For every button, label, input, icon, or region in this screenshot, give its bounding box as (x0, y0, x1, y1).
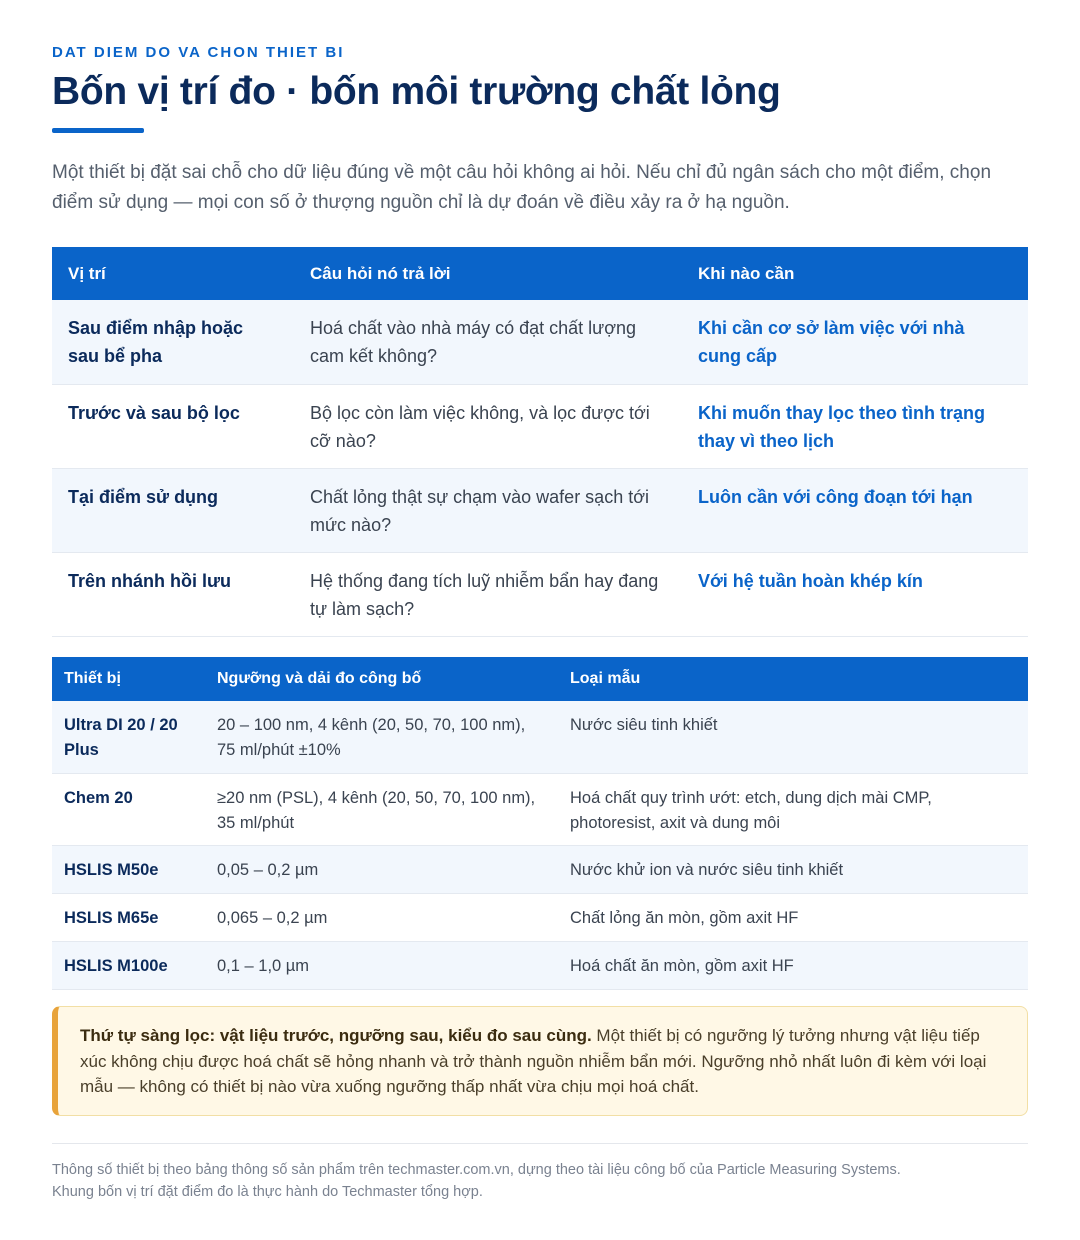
locations-table-header (52, 247, 1028, 300)
sample-cell: Hoá chất quy trình ướt: etch, dung dịch mài CMP, photoresist, axit và dung môi (558, 773, 1028, 845)
when-cell: Khi cần cơ sở làm việc với nhà cung cấp (682, 300, 1028, 384)
table-row (52, 941, 1028, 989)
table-row (52, 773, 1028, 845)
devices-table (52, 657, 1028, 990)
eyebrow-label: DAT DIEM DO VA CHON THIET BI (52, 44, 345, 61)
question-cell: Hệ thống đang tích luỹ nhiễm bẩn hay đang tự làm sạch? (294, 552, 682, 636)
device-cell: Ultra DI 20 / 20 Plus (52, 701, 205, 773)
sample-cell: Chất lỏng ăn mòn, gồm axit HF (558, 893, 1028, 941)
header-sample: Loại mẫu (558, 657, 1028, 701)
sample-cell: Nước khử ion và nước siêu tinh khiết (558, 845, 1028, 893)
title-underline (52, 128, 144, 133)
location-cell: Trước và sau bộ lọc (52, 384, 294, 468)
callout-body: Một thiết bị có ngưỡng lý tưởng nhưng vật liệu tiếp xúc không chịu được hoá chất sẽ hỏng nhanh và trở thành nguồn nhiễm bẩn mới. Ngưỡng nhỏ nhất luôn đi kèm với loại mẫu — không có thiết bị nào vừa xuống ngưỡng thấp nhất vừa chịu mọi hoá chất. (80, 1026, 987, 1096)
device-cell: HSLIS M65e (52, 893, 205, 941)
question-cell: Chất lỏng thật sự chạm vào wafer sạch tới mức nào? (294, 468, 682, 552)
table-row (52, 701, 1028, 773)
location-cell: Tại điểm sử dụng (52, 468, 294, 552)
header-device: Thiết bị (52, 657, 205, 701)
question-cell: Hoá chất vào nhà máy có đạt chất lượng cam kết không? (294, 300, 682, 384)
table-row (52, 468, 1028, 552)
callout-lead: Thứ tự sàng lọc: vật liệu trước, ngưỡng sau, kiểu đo sau cùng. (80, 1026, 592, 1045)
devices-table-header (52, 657, 1028, 701)
location-cell: Trên nhánh hồi lưu (52, 552, 294, 636)
range-cell: 20 – 100 nm, 4 kênh (20, 50, 70, 100 nm), 75 ml/phút ±10% (205, 701, 558, 773)
sample-cell: Hoá chất ăn mòn, gồm axit HF (558, 941, 1028, 989)
device-cell: Chem 20 (52, 773, 205, 845)
table-row (52, 893, 1028, 941)
location-cell: Sau điểm nhập hoặc sau bể pha (52, 300, 294, 384)
table-row (52, 845, 1028, 893)
header-range: Ngưỡng và dải đo công bố (205, 657, 558, 701)
page-title: Bốn vị trí đo · bốn môi trường chất lỏng (52, 70, 781, 113)
footer-line-1: Thông số thiết bị theo bảng thông số sản phẩm trên techmaster.com.vn, dựng theo tài liệu công bố của Particle Measuring Systems. (52, 1162, 901, 1178)
footer-divider (52, 1143, 1028, 1144)
footer-line-2: Khung bốn vị trí đặt điểm đo là thực hành do Techmaster tổng hợp. (52, 1184, 483, 1200)
when-cell: Với hệ tuần hoàn khép kín (682, 552, 1028, 636)
table-row (52, 384, 1028, 468)
table-row (52, 300, 1028, 384)
range-cell: 0,1 – 1,0 µm (205, 941, 558, 989)
header-location: Vị trí (52, 247, 294, 300)
header-question: Câu hỏi nó trả lời (294, 247, 682, 300)
locations-table (52, 247, 1028, 637)
when-cell: Luôn cần với công đoạn tới hạn (682, 468, 1028, 552)
question-cell: Bộ lọc còn làm việc không, và lọc được tới cỡ nào? (294, 384, 682, 468)
table-row (52, 552, 1028, 636)
device-cell: HSLIS M100e (52, 941, 205, 989)
screening-order-callout (52, 1006, 1028, 1116)
sample-cell: Nước siêu tinh khiết (558, 701, 1028, 773)
header-when: Khi nào cần (682, 247, 1028, 300)
intro-paragraph: Một thiết bị đặt sai chỗ cho dữ liệu đúng về một câu hỏi không ai hỏi. Nếu chỉ đủ ngân sách cho một điểm, chọn điểm sử dụng — mọi con số ở thượng nguồn chỉ là dự đoán về điều xảy ra ở hạ nguồn. (52, 162, 992, 213)
footer-note (52, 1159, 1028, 1203)
range-cell: 0,05 – 0,2 µm (205, 845, 558, 893)
when-cell: Khi muốn thay lọc theo tình trạng thay vì theo lịch (682, 384, 1028, 468)
range-cell: 0,065 – 0,2 µm (205, 893, 558, 941)
device-cell: HSLIS M50e (52, 845, 205, 893)
range-cell: ≥20 nm (PSL), 4 kênh (20, 50, 70, 100 nm), 35 ml/phút (205, 773, 558, 845)
